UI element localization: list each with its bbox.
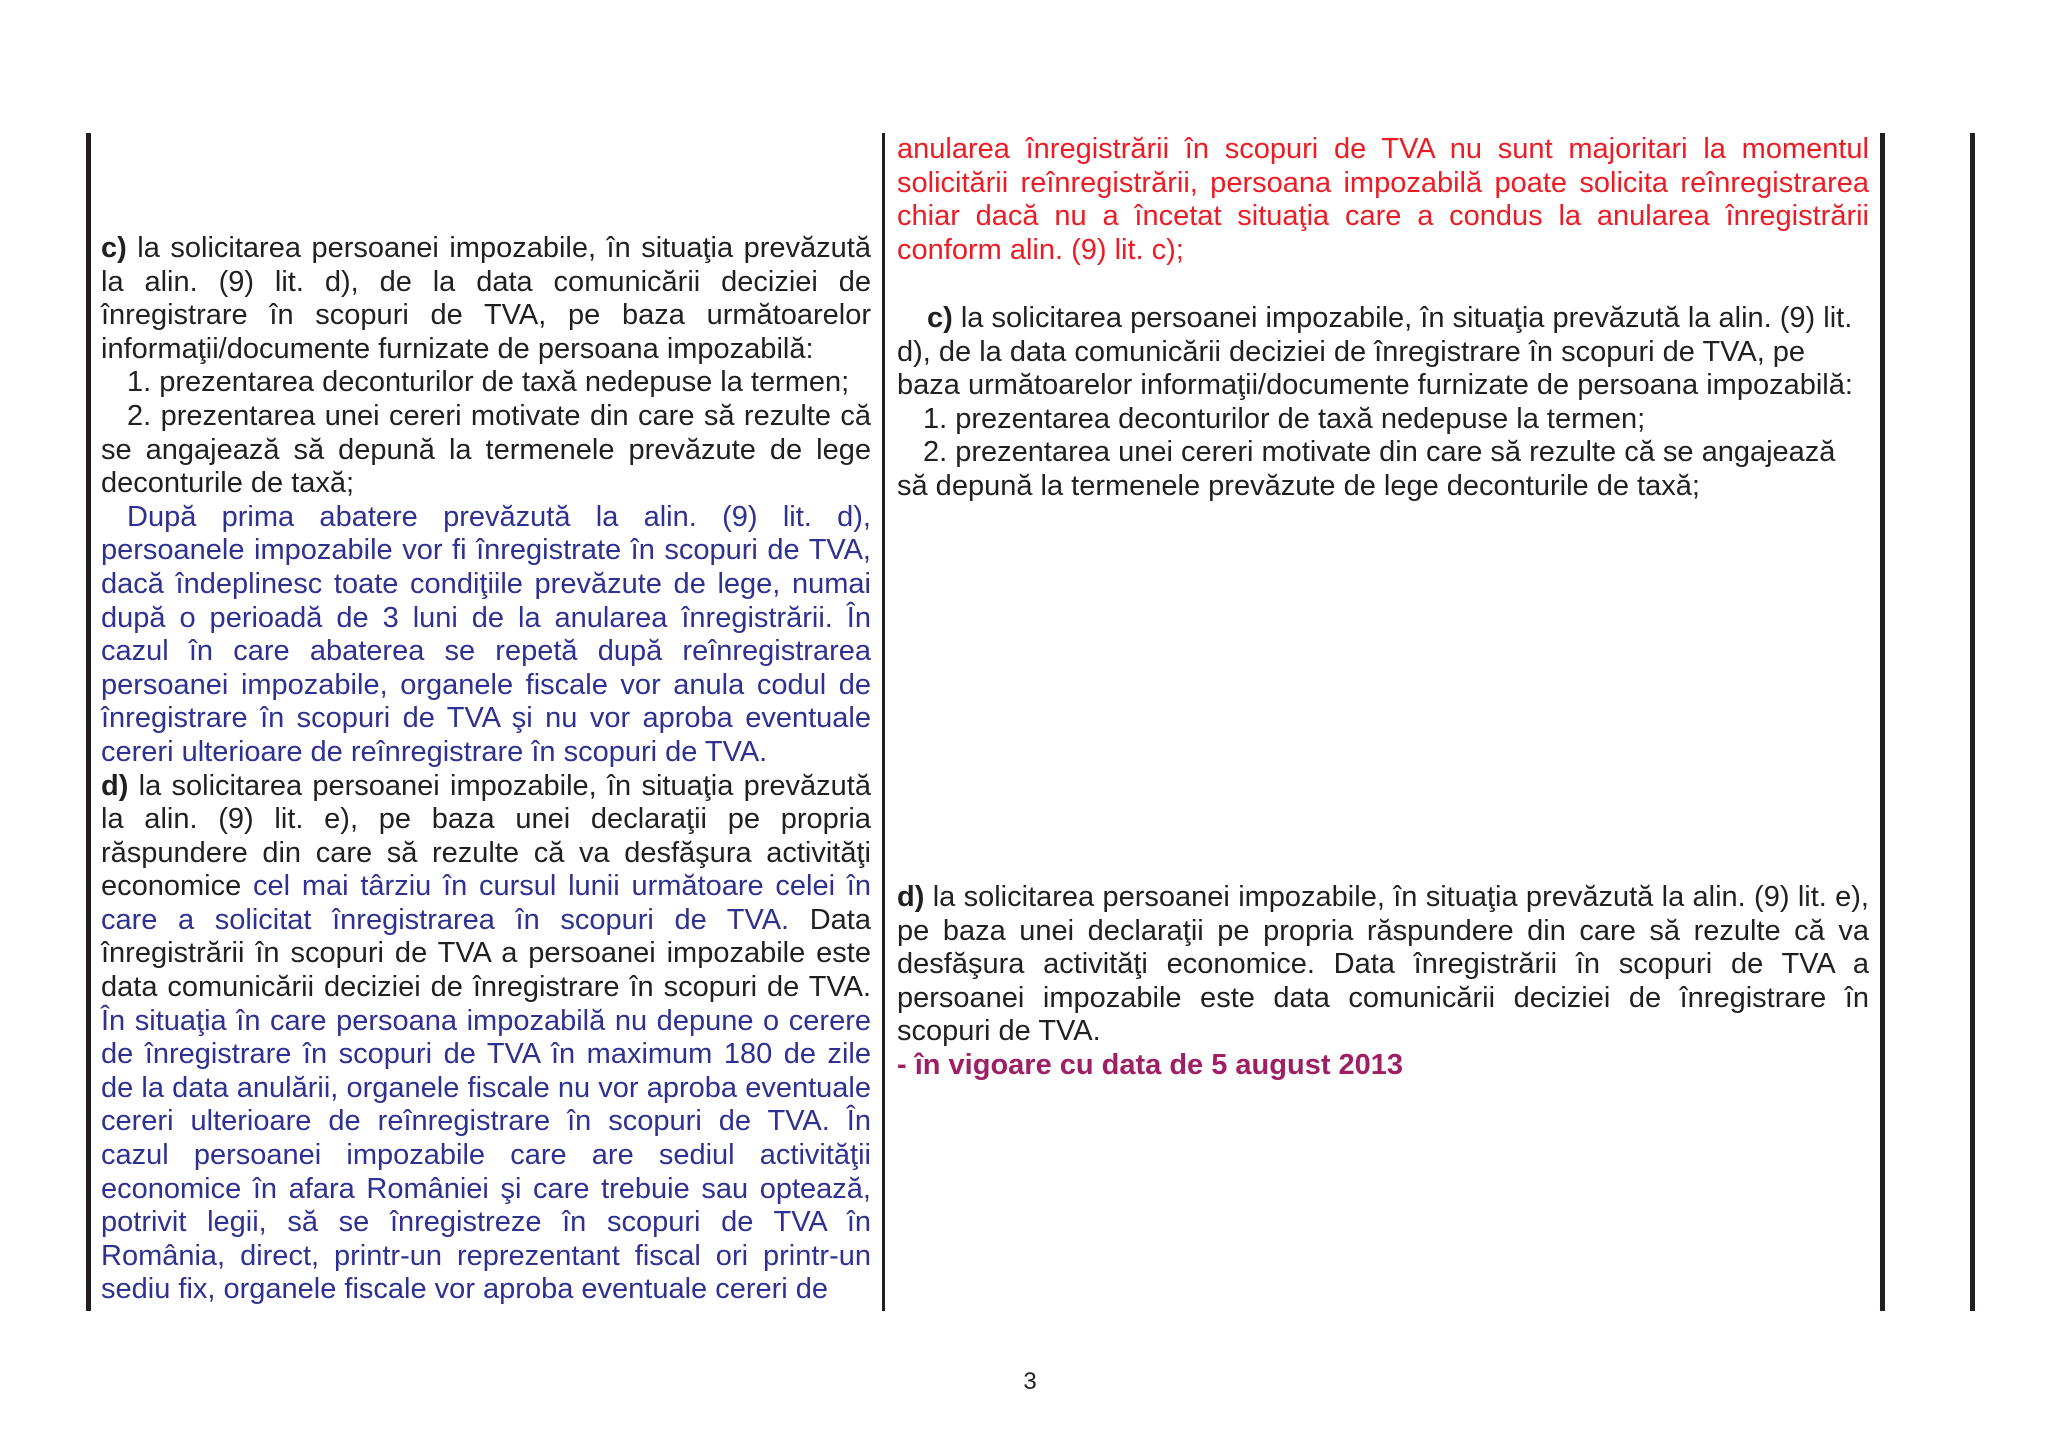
left-c-label: c) [101,232,127,264]
right-item-2: 2. prezentarea unei cereri motivate din care să rezulte că se angajează să depună la termenele prevăzute de lege deconturile de taxă; [897,436,1836,502]
right-d-text: la solicitarea persoanei impozabile, în situaţia prevăzută la alin. (9) lit. e), pe baza unei declaraţii pe propria răspundere din care să rezulte că va desfăşura activităţi economice. Data înregistrării în scopuri de TVA a persoanei impozabile este data comunicării deciziei de înregistrare în scopuri de TVA. [897,881,1869,1048]
right-c-label: c) [927,302,953,334]
right-d-label: d) [897,881,925,913]
right-paragraph-d [897,881,1869,1049]
right-column-middle [897,302,1869,504]
left-border-rule [86,133,91,1311]
left-blue-paragraph: După prima abatere prevăzută la alin. (9) lit. d), persoanele impozabile vor fi înregistrate în scopuri de TVA, dacă îndeplinesc toate condiţiile prevăzute de lege, numai după o perioadă de 3 luni de la anularea înregistrării. În cazul în care abaterea se repetă după reînregistrarea persoanei impozabile, organele fiscale vor anula codul de înregistrare în scopuri de TVA şi nu vor aproba eventuale cereri ulterioare de reînregistrare în scopuri de TVA. [101,500,871,768]
column-divider-rule [882,133,885,1311]
left-d-label: d) [101,769,129,802]
left-c-text: la solicitarea persoanei impozabile, în situaţia prevăzută la alin. (9) lit. d), de la data comunicării deciziei de înregistrare în scopuri de TVA, pe baza următoarelor informaţii/documente furnizate de persoana impozabilă: [101,232,871,365]
left-item-2: 2. prezentarea unei cereri motivate din care să rezulte că se angajează să depună la termenele prevăzute de lege deconturile de taxă; [101,399,871,500]
left-paragraph-d [101,770,871,1308]
right-red-paragraph: anularea înregistrării în scopuri de TVA nu sunt majoritari la momentul solicitării reînregistrării, persoana impozabilă poate solicita reînregistrarea chiar dacă nu a încetat situaţia care a condus la anularea înregistrării conform alin. (9) lit. c); [897,133,1869,266]
right-item-1: 1. prezentarea deconturilor de taxă nedepuse la termen; [923,402,1646,435]
far-right-border-rule [1970,133,1975,1311]
left-d-text-1: la solicitarea persoanei impozabile, în situaţia prevăzută la alin. (9) lit. e), pe baza unei declaraţii pe propria răspundere din care să rezulte că va desfăşura activităţi economice [101,769,871,903]
left-d-blue-text-2: În situaţia în care persoana impozabilă nu depune o cerere de înregistrare în scopuri de TVA în maximum 180 de zile de la data anulării, organele fiscale nu vor aproba eventuale cereri ulterioare de reînregistrare în scopuri de TVA. În cazul persoanei impozabile care are sediul activităţii economice în afara României şi care trebuie sau optează, potrivit legii, să se înregistreze în scopuri de TVA în România, direct, printr-un reprezentant fiscal ori printr-un sediu fix, organele fiscale vor aproba eventuale cereri de [101,1004,871,1306]
right-column-top [897,133,1869,267]
page-number: 3 [1023,1368,1037,1395]
right-column-bottom [897,881,1869,1083]
left-paragraph-c [101,232,871,366]
right-paragraph-c [897,302,1869,403]
left-d-text-2: Data înregistrării în scopuri de TVA a persoanei impozabile este data comunicării deciziei de înregistrare în scopuri de TVA. [101,903,871,1004]
right-c-text: la solicitarea persoanei impozabile, în situaţia prevăzută la alin. (9) lit. d), de la data comunicării deciziei de înregistrare în scopuri de TVA, pe baza următoarelor informaţii/documente furnizate de persoana impozabilă: [897,302,1853,402]
left-d-blue-text-1: cel mai târziu în cursul lunii următoare celei în care a solicitat înregistrarea în scopuri de TVA. [101,870,871,936]
right-column-border-rule [1880,133,1885,1311]
left-item-1: 1. prezentarea deconturilor de taxă nedepuse la termen; [127,366,850,399]
left-column [101,232,871,1307]
in-force-note: - în vigoare cu data de 5 august 2013 [897,1048,1404,1081]
